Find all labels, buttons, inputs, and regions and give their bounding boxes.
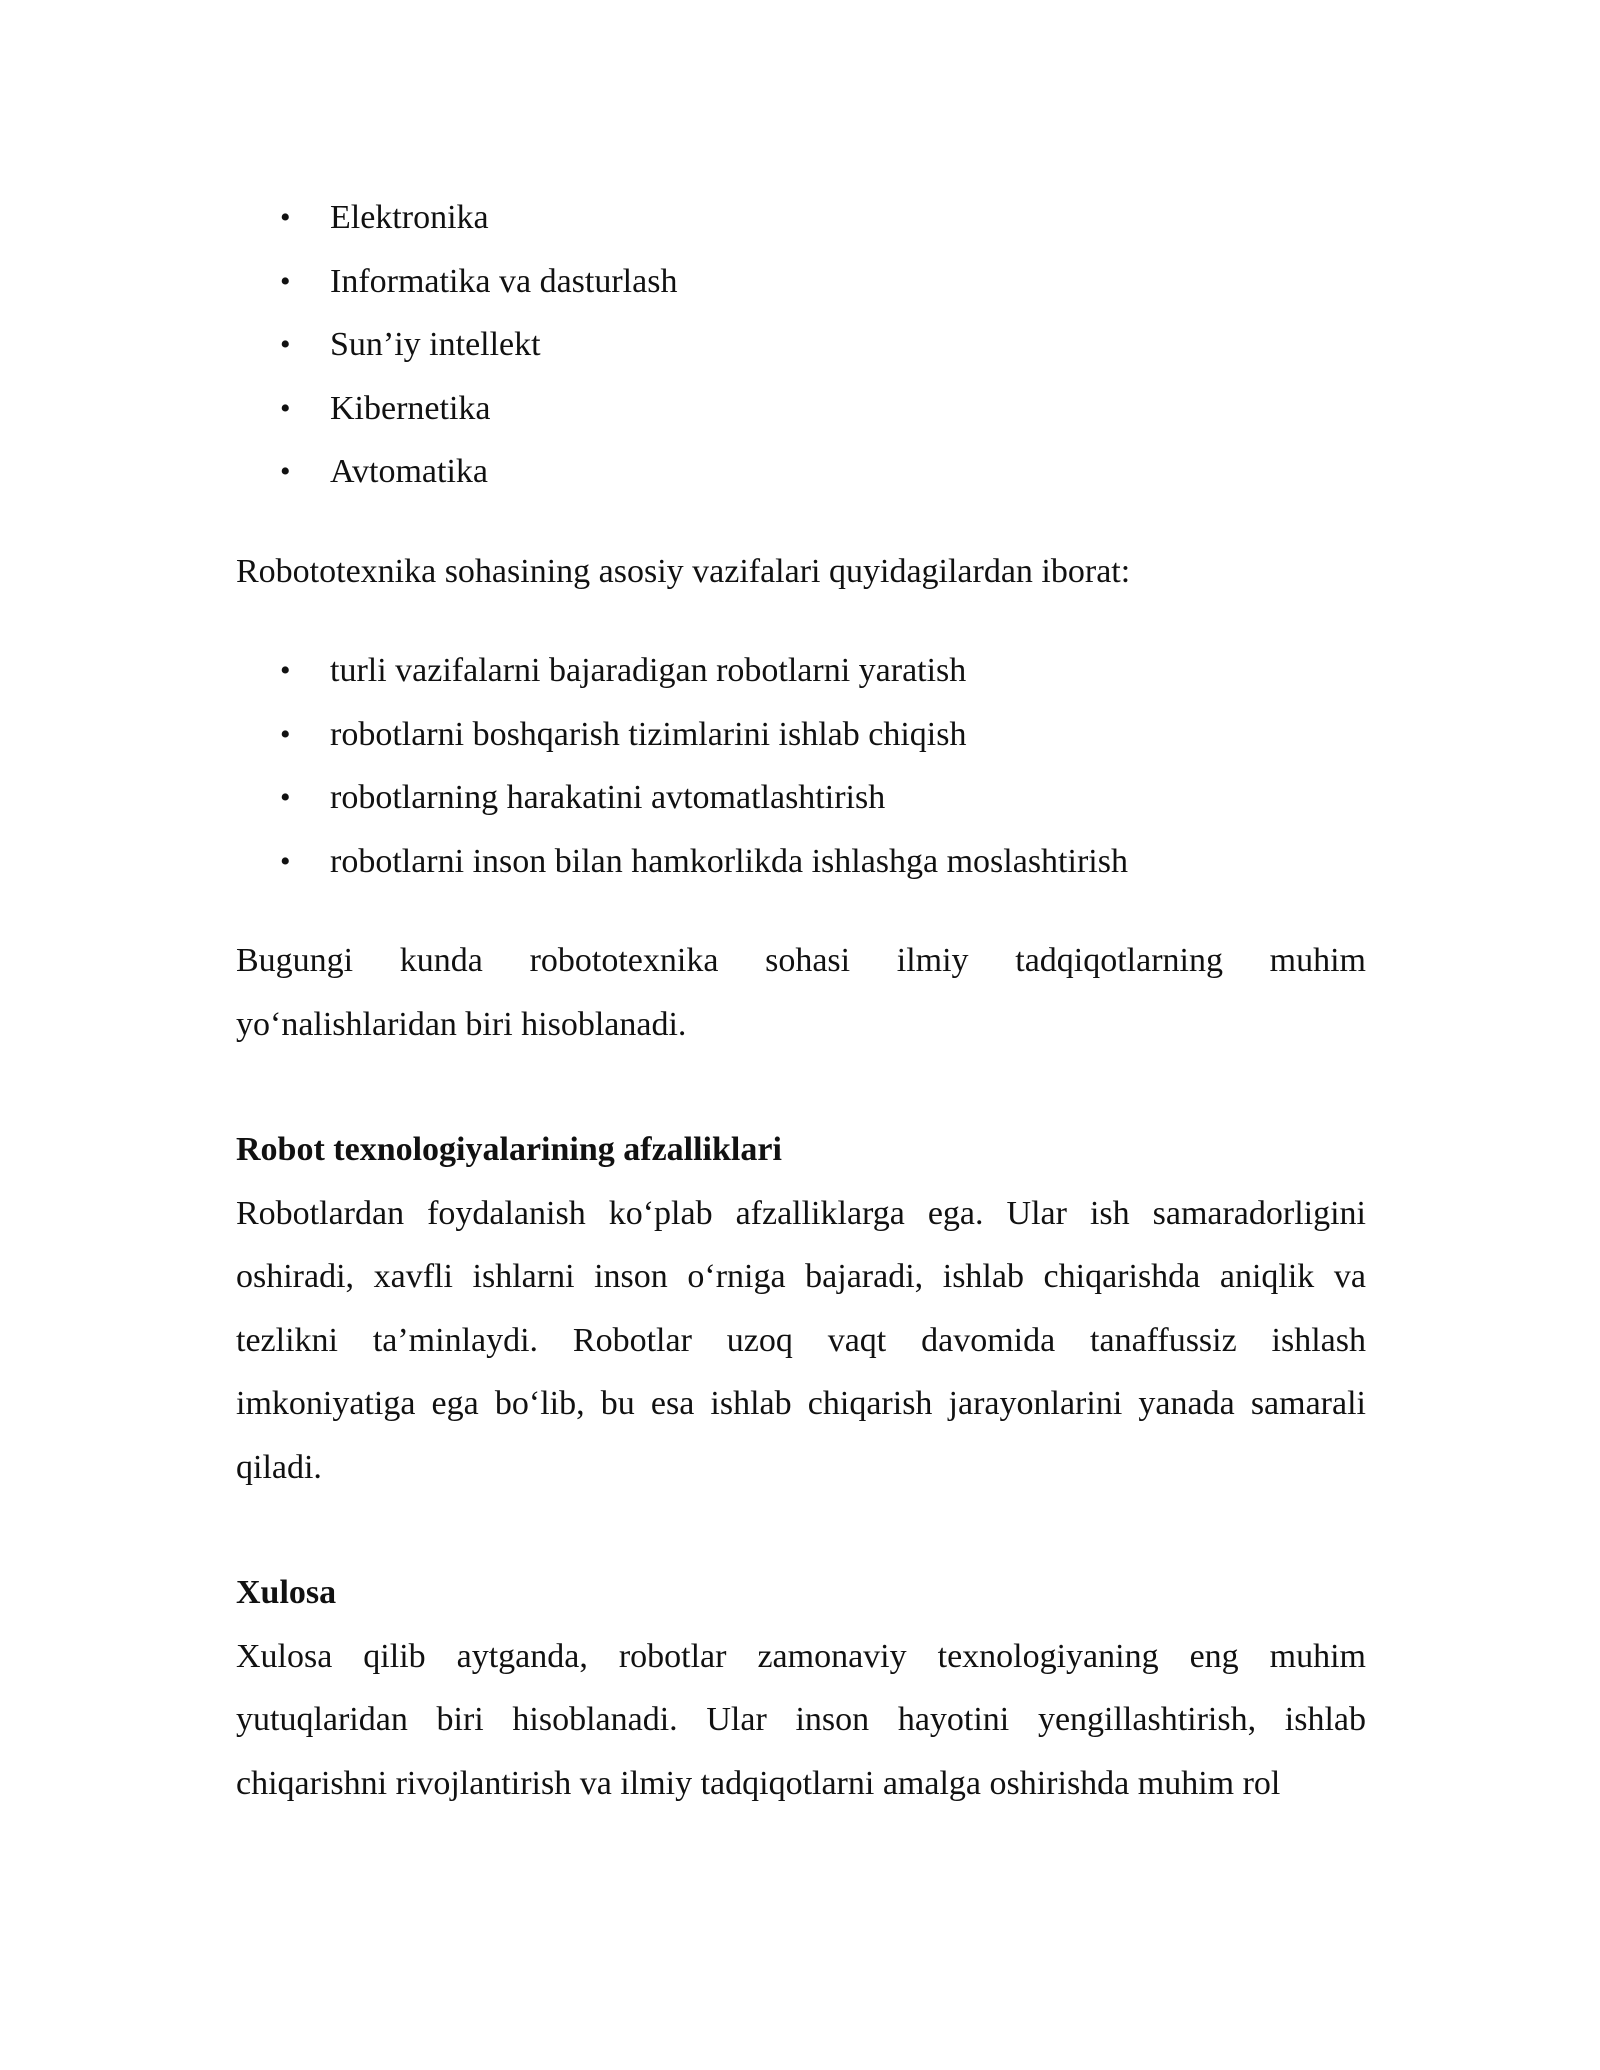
list-item: • Avtomatika — [236, 440, 1366, 504]
conclusion-paragraph: Xulosa qilib aytganda, robotlar zamonaviy texnologiyaning eng muhim yutuqlaridan biri hisoblanadi. Ular inson hayotini yengillashtirish, ishlab chiqarishni rivojlantirish va ilmiy tadqiqotlarni amalga oshirishda muhim rol — [236, 1637, 1366, 1802]
conclusion-heading: Xulosa — [236, 1574, 337, 1611]
list-item: • robotlarning harakatini avtomatlashtirish — [236, 766, 1366, 830]
list-item: • Informatika va dasturlash — [236, 250, 1366, 314]
list-item: • robotlarni boshqarish tizimlarini ishlab chiqish — [236, 703, 1366, 767]
list-item: • Kibernetika — [236, 377, 1366, 441]
advantages-heading: Robot texnologiyalarining afzalliklari — [236, 1131, 782, 1168]
tasks-list — [236, 639, 1366, 893]
intro-sentence: Robototexnika sohasining asosiy vazifalari quyidagilardan iborat: — [236, 552, 1131, 590]
list-item: • robotlarni inson bilan hamkorlikda ishlashga moslashtirish — [236, 830, 1366, 894]
advantages-paragraph: Robotlardan foydalanish ko‘plab afzalliklarga ega. Ular ish samaradorligini oshiradi, xavfli ishlarni inson o‘rniga bajaradi, ishlab chiqarishda aniqlik va tezlikni ta’minlaydi. Robotlar uzoq vaqt davomida tanaffussiz ishlash imkoniyatiga ega bo‘lib, bu esa ishlab chiqarish jarayonlarini yanada samarali qiladi. — [236, 1194, 1366, 1486]
fields-list — [236, 186, 1366, 504]
page-content — [236, 186, 1366, 1815]
list-item: • Elektronika — [236, 186, 1366, 250]
list-item: • Sun’iy intellekt — [236, 313, 1366, 377]
list-item: • turli vazifalarni bajaradigan robotlarni yaratish — [236, 639, 1366, 703]
research-paragraph: Bugungi kunda robototexnika sohasi ilmiy tadqiqotlarning muhim yo‘nalishlaridan biri hisoblanadi. — [236, 942, 1366, 1043]
